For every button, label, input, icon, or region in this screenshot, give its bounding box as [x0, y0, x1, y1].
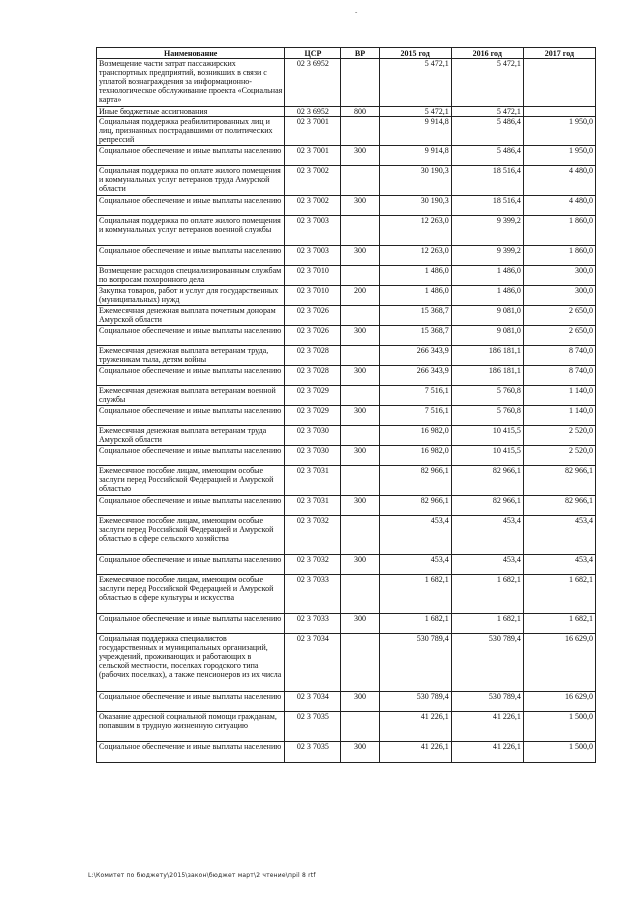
row-name-cell: Социальное обеспечение и иные выплаты населению: [97, 326, 285, 346]
row-2015-cell: 5 472,1: [379, 59, 451, 107]
row-name-cell: Ежемесячная денежная выплата ветеранам военной службы: [97, 386, 285, 406]
row-vr-cell: [341, 117, 379, 146]
row-vr-cell: 300: [341, 555, 379, 575]
row-2015-cell: 266 343,9: [379, 366, 451, 386]
table-row: [97, 326, 596, 346]
row-name-cell: Социальное обеспечение и иные выплаты населению: [97, 555, 285, 575]
table-row: [97, 496, 596, 516]
row-vr-cell: 300: [341, 146, 379, 166]
row-2017-cell: 8 740,0: [523, 366, 595, 386]
row-2015-cell: 266 343,9: [379, 346, 451, 366]
row-2017-cell: 2 650,0: [523, 306, 595, 326]
row-csr-cell: 02 3 7003: [285, 246, 341, 266]
row-csr-cell: 02 3 7029: [285, 406, 341, 426]
row-csr-cell: 02 3 7026: [285, 326, 341, 346]
row-csr-cell: 02 3 7028: [285, 346, 341, 366]
row-vr-cell: 300: [341, 366, 379, 386]
row-2015-cell: 453,4: [379, 516, 451, 555]
row-2016-cell: 9 081,0: [451, 306, 523, 326]
row-2016-cell: 5 472,1: [451, 59, 523, 107]
row-2015-cell: 82 966,1: [379, 466, 451, 496]
row-2017-cell: 2 520,0: [523, 426, 595, 446]
table-row: [97, 216, 596, 246]
row-2016-cell: 82 966,1: [451, 466, 523, 496]
row-2017-cell: 1 682,1: [523, 575, 595, 614]
row-2017-cell: 453,4: [523, 555, 595, 575]
row-2015-cell: 9 914,8: [379, 146, 451, 166]
row-vr-cell: [341, 634, 379, 692]
row-csr-cell: 02 3 7034: [285, 634, 341, 692]
row-2015-cell: 12 263,0: [379, 216, 451, 246]
row-vr-cell: [341, 306, 379, 326]
row-2015-cell: 530 789,4: [379, 692, 451, 712]
row-2016-cell: 10 415,5: [451, 446, 523, 466]
row-name-cell: Иные бюджетные ассигнования: [97, 107, 285, 117]
row-vr-cell: [341, 575, 379, 614]
row-2015-cell: 82 966,1: [379, 496, 451, 516]
row-2016-cell: 5 486,4: [451, 146, 523, 166]
table-row: [97, 712, 596, 742]
row-csr-cell: 02 3 7029: [285, 386, 341, 406]
row-2015-cell: 16 982,0: [379, 446, 451, 466]
row-vr-cell: [341, 266, 379, 286]
row-csr-cell: 02 3 7030: [285, 426, 341, 446]
table-row: [97, 406, 596, 426]
row-2016-cell: 186 181,1: [451, 346, 523, 366]
row-2017-cell: 1 500,0: [523, 742, 595, 763]
table-row: [97, 634, 596, 692]
row-vr-cell: [341, 346, 379, 366]
row-2015-cell: 1 682,1: [379, 575, 451, 614]
row-name-cell: Ежемесячная денежная выплата ветеранам труда, труженикам тыла, детям войны: [97, 346, 285, 366]
row-2017-cell: 300,0: [523, 266, 595, 286]
row-2017-cell: 4 480,0: [523, 166, 595, 196]
row-2016-cell: 530 789,4: [451, 634, 523, 692]
row-2016-cell: 5 472,1: [451, 107, 523, 117]
row-2017-cell: [523, 107, 595, 117]
row-2016-cell: 9 399,2: [451, 216, 523, 246]
row-2015-cell: 1 486,0: [379, 286, 451, 306]
file-path-footer: L:\Комитет по бюджету\2015\закон\бюджет март\2 чтение\прil 8 rtf: [88, 872, 316, 879]
row-name-cell: Социальное обеспечение и иные выплаты населению: [97, 496, 285, 516]
row-2017-cell: 82 966,1: [523, 466, 595, 496]
row-2016-cell: 1 682,1: [451, 614, 523, 634]
row-2016-cell: 1 682,1: [451, 575, 523, 614]
row-2016-cell: 18 516,4: [451, 196, 523, 216]
row-name-cell: Ежемесячное пособие лицам, имеющим особые заслуги перед Российской Федерацией и Амурской областью в сфере сельского хозяйства: [97, 516, 285, 555]
row-2016-cell: 9 081,0: [451, 326, 523, 346]
row-vr-cell: 300: [341, 446, 379, 466]
row-2017-cell: 300,0: [523, 286, 595, 306]
row-vr-cell: [341, 426, 379, 446]
table-row: [97, 117, 596, 146]
row-vr-cell: 300: [341, 742, 379, 763]
row-vr-cell: [341, 59, 379, 107]
header-vr: ВР: [341, 48, 379, 59]
row-2017-cell: 1 682,1: [523, 614, 595, 634]
row-2017-cell: 2 650,0: [523, 326, 595, 346]
row-2017-cell: 1 950,0: [523, 146, 595, 166]
row-2015-cell: 1 486,0: [379, 266, 451, 286]
row-csr-cell: 02 3 7010: [285, 286, 341, 306]
row-2015-cell: 7 516,1: [379, 406, 451, 426]
row-name-cell: Возмещение части затрат пассажирских транспортных предприятий, возникших в связи с уплатой вознаграждения за информационно-технологическое обслуживание проекта «Социальная карта»: [97, 59, 285, 107]
table-header-row: [97, 48, 596, 59]
row-2015-cell: 15 368,7: [379, 326, 451, 346]
row-vr-cell: [341, 516, 379, 555]
table-row: [97, 516, 596, 555]
row-vr-cell: 300: [341, 692, 379, 712]
table-row: [97, 59, 596, 107]
table-row: [97, 426, 596, 446]
row-2016-cell: 9 399,2: [451, 246, 523, 266]
table-row: [97, 266, 596, 286]
row-2016-cell: 5 760,8: [451, 406, 523, 426]
header-2016: 2016 год: [451, 48, 523, 59]
row-csr-cell: 02 3 7028: [285, 366, 341, 386]
row-2015-cell: 41 226,1: [379, 712, 451, 742]
header-2017: 2017 год: [523, 48, 595, 59]
row-2016-cell: 1 486,0: [451, 266, 523, 286]
row-csr-cell: 02 3 7010: [285, 266, 341, 286]
row-2016-cell: 5 760,8: [451, 386, 523, 406]
row-csr-cell: 02 3 7026: [285, 306, 341, 326]
row-csr-cell: 02 3 7033: [285, 575, 341, 614]
row-2015-cell: 530 789,4: [379, 634, 451, 692]
row-name-cell: Социальная поддержка специалистов государственных и муниципальных организаций, учреждений, проживающих и работающих в сельской местности, поселках городского типа (рабочих поселках), а также пенсионеров из их числа: [97, 634, 285, 692]
row-csr-cell: 02 3 7002: [285, 166, 341, 196]
row-name-cell: Возмещение расходов специализированным службам по вопросам похоронного дела: [97, 266, 285, 286]
row-vr-cell: 300: [341, 406, 379, 426]
row-name-cell: Социальное обеспечение и иные выплаты населению: [97, 196, 285, 216]
row-csr-cell: 02 3 7033: [285, 614, 341, 634]
row-csr-cell: 02 3 7035: [285, 742, 341, 763]
row-2015-cell: 7 516,1: [379, 386, 451, 406]
row-vr-cell: [341, 216, 379, 246]
row-2015-cell: 15 368,7: [379, 306, 451, 326]
row-2015-cell: 30 190,3: [379, 166, 451, 196]
row-2017-cell: 1 860,0: [523, 246, 595, 266]
row-name-cell: Социальное обеспечение и иные выплаты населению: [97, 742, 285, 763]
table-row: [97, 466, 596, 496]
row-name-cell: Оказание адресной социальной помощи гражданам, попавшим в трудную жизненную ситуацию: [97, 712, 285, 742]
row-2015-cell: 16 982,0: [379, 426, 451, 446]
row-vr-cell: 800: [341, 107, 379, 117]
row-vr-cell: [341, 386, 379, 406]
row-2016-cell: 10 415,5: [451, 426, 523, 446]
row-vr-cell: [341, 466, 379, 496]
row-csr-cell: 02 3 7002: [285, 196, 341, 216]
row-name-cell: Социальное обеспечение и иные выплаты населению: [97, 446, 285, 466]
table-row: [97, 555, 596, 575]
header-name: Наименование: [97, 48, 285, 59]
row-name-cell: Социальное обеспечение и иные выплаты населению: [97, 406, 285, 426]
row-name-cell: Ежемесячное пособие лицам, имеющим особые заслуги перед Российской Федерацией и Амурской областью: [97, 466, 285, 496]
row-2017-cell: [523, 59, 595, 107]
row-csr-cell: 02 3 7031: [285, 496, 341, 516]
row-csr-cell: 02 3 6952: [285, 107, 341, 117]
row-2017-cell: 1 860,0: [523, 216, 595, 246]
row-csr-cell: 02 3 7031: [285, 466, 341, 496]
row-2017-cell: 16 629,0: [523, 634, 595, 692]
table-row: [97, 692, 596, 712]
row-2017-cell: 2 520,0: [523, 446, 595, 466]
table-row: [97, 742, 596, 763]
row-2017-cell: 4 480,0: [523, 196, 595, 216]
row-2016-cell: 186 181,1: [451, 366, 523, 386]
row-2017-cell: 82 966,1: [523, 496, 595, 516]
budget-table: [96, 47, 596, 763]
row-name-cell: Социальная поддержка реабилитированных лиц и лиц, признанных пострадавшими от политических репрессий: [97, 117, 285, 146]
row-2017-cell: 1 500,0: [523, 712, 595, 742]
row-2015-cell: 5 472,1: [379, 107, 451, 117]
table-row: [97, 196, 596, 216]
row-2015-cell: 30 190,3: [379, 196, 451, 216]
table-body: [97, 59, 596, 763]
table-row: [97, 107, 596, 117]
row-2017-cell: 16 629,0: [523, 692, 595, 712]
row-name-cell: Ежемесячное пособие лицам, имеющим особые заслуги перед Российской Федерацией и Амурской областью в сфере культуры и искусства: [97, 575, 285, 614]
table-row: [97, 246, 596, 266]
table-row: [97, 286, 596, 306]
table-row: [97, 614, 596, 634]
row-name-cell: Социальное обеспечение и иные выплаты населению: [97, 146, 285, 166]
row-2017-cell: 453,4: [523, 516, 595, 555]
row-2016-cell: 530 789,4: [451, 692, 523, 712]
row-vr-cell: 300: [341, 496, 379, 516]
row-2016-cell: 41 226,1: [451, 742, 523, 763]
row-name-cell: Социальная поддержка по оплате жилого помещения и коммунальных услуг ветеранов военной службы: [97, 216, 285, 246]
table-row: [97, 446, 596, 466]
row-2016-cell: 5 486,4: [451, 117, 523, 146]
row-name-cell: Социальное обеспечение и иные выплаты населению: [97, 366, 285, 386]
table-row: [97, 575, 596, 614]
row-vr-cell: 300: [341, 246, 379, 266]
row-vr-cell: 300: [341, 196, 379, 216]
row-name-cell: Социальное обеспечение и иные выплаты населению: [97, 692, 285, 712]
row-name-cell: Социальное обеспечение и иные выплаты населению: [97, 246, 285, 266]
row-csr-cell: 02 3 7003: [285, 216, 341, 246]
row-name-cell: Ежемесячная денежная выплата почетным донорам Амурской области: [97, 306, 285, 326]
row-name-cell: Ежемесячная денежная выплата ветеранам труда Амурской области: [97, 426, 285, 446]
row-name-cell: Закупка товаров, работ и услуг для государственных (муниципальных) нужд: [97, 286, 285, 306]
row-csr-cell: 02 3 7032: [285, 555, 341, 575]
row-2016-cell: 1 486,0: [451, 286, 523, 306]
row-csr-cell: 02 3 7001: [285, 146, 341, 166]
row-2015-cell: 453,4: [379, 555, 451, 575]
table-row: [97, 366, 596, 386]
row-csr-cell: 02 3 7001: [285, 117, 341, 146]
row-2015-cell: 41 226,1: [379, 742, 451, 763]
table-row: [97, 346, 596, 366]
row-vr-cell: 300: [341, 614, 379, 634]
row-2015-cell: 9 914,8: [379, 117, 451, 146]
row-name-cell: Социальная поддержка по оплате жилого помещения и коммунальных услуг ветеранов труда Амурской области: [97, 166, 285, 196]
header-csr: ЦСР: [285, 48, 341, 59]
row-2015-cell: 1 682,1: [379, 614, 451, 634]
table-row: [97, 306, 596, 326]
row-2016-cell: 453,4: [451, 516, 523, 555]
row-csr-cell: 02 3 7034: [285, 692, 341, 712]
row-2017-cell: 1 950,0: [523, 117, 595, 146]
row-vr-cell: [341, 166, 379, 196]
row-2017-cell: 1 140,0: [523, 386, 595, 406]
row-2015-cell: 12 263,0: [379, 246, 451, 266]
page-mark: -: [355, 8, 358, 16]
table-row: [97, 166, 596, 196]
row-csr-cell: 02 3 7032: [285, 516, 341, 555]
row-csr-cell: 02 3 6952: [285, 59, 341, 107]
table-row: [97, 146, 596, 166]
row-2016-cell: 453,4: [451, 555, 523, 575]
row-vr-cell: 300: [341, 326, 379, 346]
row-2016-cell: 18 516,4: [451, 166, 523, 196]
row-vr-cell: 200: [341, 286, 379, 306]
row-2016-cell: 41 226,1: [451, 712, 523, 742]
row-csr-cell: 02 3 7030: [285, 446, 341, 466]
header-2015: 2015 год: [379, 48, 451, 59]
budget-table-sheet: [96, 47, 596, 763]
table-row: [97, 386, 596, 406]
row-vr-cell: [341, 712, 379, 742]
row-name-cell: Социальное обеспечение и иные выплаты населению: [97, 614, 285, 634]
row-2017-cell: 1 140,0: [523, 406, 595, 426]
row-2016-cell: 82 966,1: [451, 496, 523, 516]
row-2017-cell: 8 740,0: [523, 346, 595, 366]
row-csr-cell: 02 3 7035: [285, 712, 341, 742]
